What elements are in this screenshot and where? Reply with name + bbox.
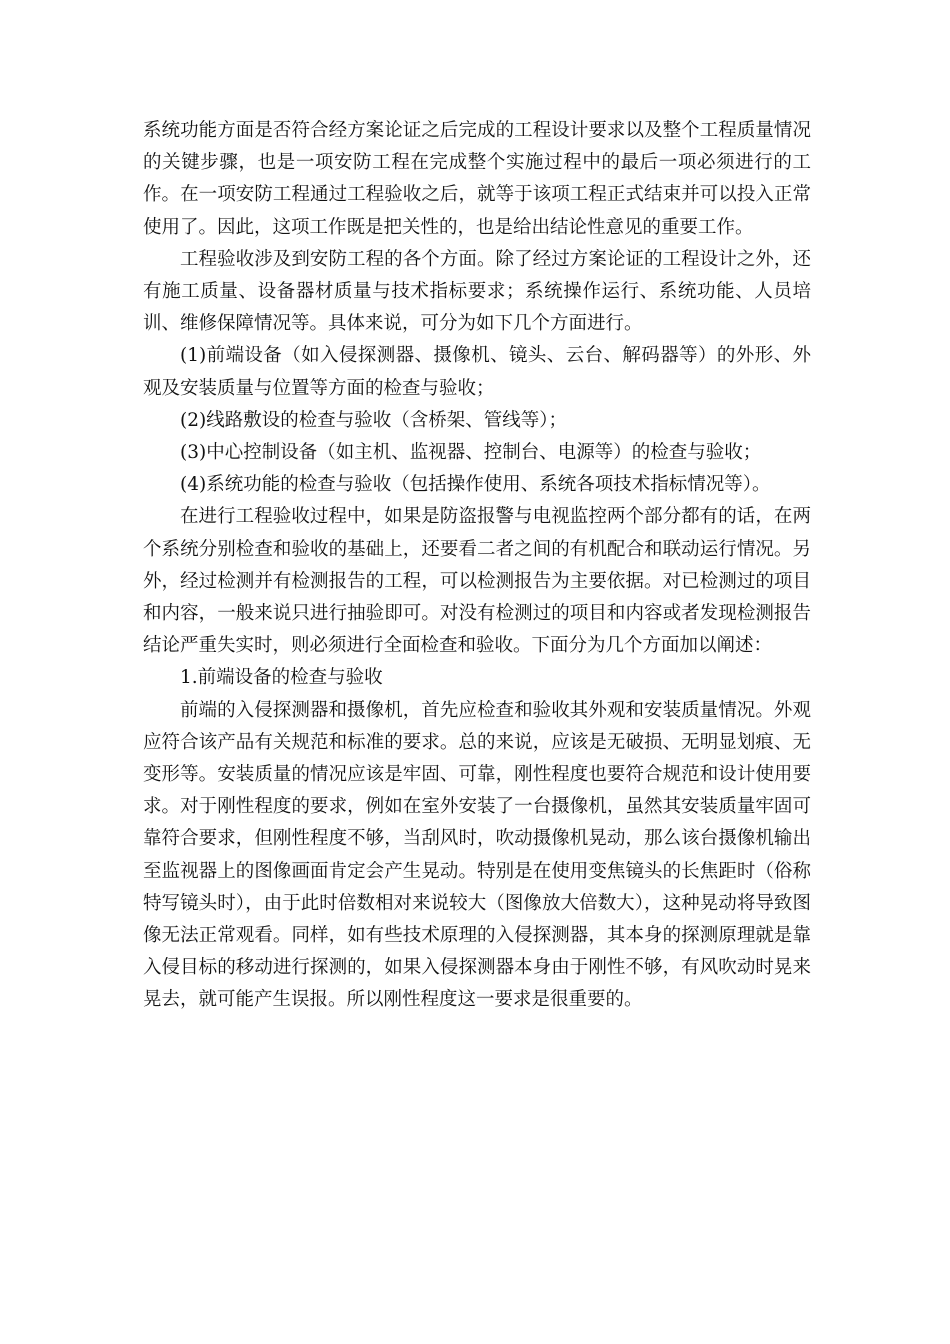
- list-item-central-control: (3)中心控制设备（如主机、监视器、控制台、电源等）的检查与验收；: [180, 442, 762, 464]
- list-item-system-functions: (4)系统功能的检查与验收（包括操作使用、系统各项技术指标情况等）。: [180, 474, 771, 496]
- body-text: [143, 115, 811, 1017]
- paragraph-front-end-details: 前端的入侵探测器和摄像机，首先应检查和验收其外观和安装质量情况。外观应符合该产品有关规范和标准的要求。总的来说，应该是无破损、无明显划痕、无变形等。安装质量的情况应该是牢固、可靠，刚性程度也要符合规范和设计使用要求。对于刚性程度的要求，例如在室外安装了一台摄像机，虽然其安装质量牢固可靠符合要求，但刚性程度不够，当刮风时，吹动摄像机晃动，那么该台摄像机输出至监视器上的图像画面肯定会产生晃动。特别是在使用变焦镜头的长焦距时（俗称特写镜头时），由于此时倍数相对来说较大（图像放大倍数大），这种晃动将导致图像无法正常观看。同样，如有些技术原理的入侵探测器，其本身的探测原理就是靠入侵目标的移动进行探测的，如果入侵探测器本身由于刚性不够，有风吹动时晃来晃去，就可能产生误报。所以刚性程度这一要求是很重要的。: [143, 699, 811, 1011]
- list-item-wiring: (2)线路敷设的检查与验收（含桥架、管线等）；: [180, 409, 567, 431]
- section-heading-front-end: 1.前端设备的检查与验收: [180, 667, 383, 689]
- paragraph-intro-continued: 系统功能方面是否符合经方案论证之后完成的工程设计要求以及整个工程质量情况的关键步骤，也是一项安防工程在完成整个实施过程中的最后一项必须进行的工作。在一项安防工程通过工程验收之后，就等于该项工程正式结束并可以投入正常使用了。因此，这项工作既是把关性的，也是给出结论性意见的重要工作。: [143, 120, 811, 238]
- paragraph-acceptance-scope: 工程验收涉及到安防工程的各个方面。除了经过方案论证的工程设计之外，还有施工质量、设备器材质量与技术指标要求；系统操作运行、系统功能、人员培训、维修保障情况等。具体来说，可分为如下几个方面进行。: [143, 248, 811, 335]
- list-item-front-end-devices: (1)前端设备（如入侵探测器、摄像机、镜头、云台、解码器等）的外形、外观及安装质量与位置等方面的检查与验收；: [143, 345, 811, 399]
- paragraph-acceptance-process: 在进行工程验收过程中，如果是防盗报警与电视监控两个部分都有的话，在两个系统分别检查和验收的基础上，还要看二者之间的有机配合和联动运行情况。另外，经过检测并有检测报告的工程，可以检测报告为主要依据。对已检测过的项目和内容，一般来说只进行抽验即可。对没有检测过的项目和内容或者发现检测报告结论严重失实时，则必须进行全面检查和验收。下面分为几个方面加以阐述：: [143, 506, 811, 657]
